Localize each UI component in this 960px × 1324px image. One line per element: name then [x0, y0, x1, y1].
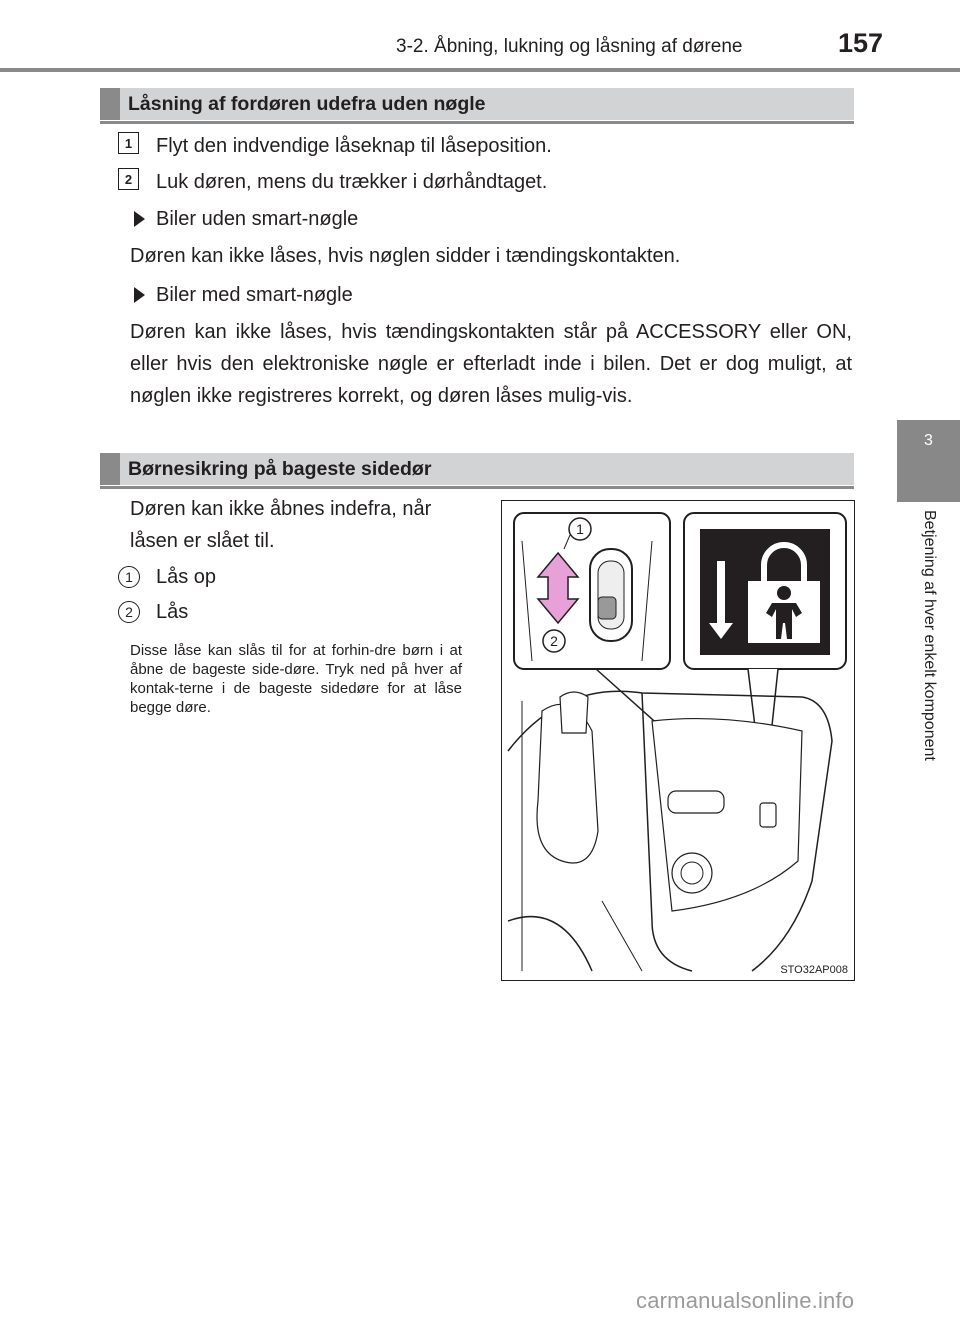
paragraph-no-smart-key: Døren kan ikke låses, hvis nøglen sidder i tændingskontakten.: [130, 245, 681, 267]
heading-rule: [100, 121, 854, 124]
figure-code: STO32AP008: [780, 964, 848, 976]
bullet-text: Biler med smart-nøgle: [156, 284, 353, 306]
bullet-no-smart-key: [134, 208, 358, 231]
triangle-bullet-icon: [134, 211, 145, 227]
item-text-lock: Lås: [156, 601, 189, 623]
heading-rule: [100, 486, 854, 489]
step-text-2: Luk døren, mens du trækker i dørhåndtaget.: [156, 171, 548, 193]
headrest: [560, 692, 588, 733]
heading-bar: [100, 453, 120, 485]
figure-callout-1-text: 1: [576, 521, 584, 537]
speaker: [672, 853, 712, 893]
door-illustration-svg: [502, 501, 855, 981]
child-lock-note: Disse låse kan slås til for at forhin-dre børn i at åbne de bageste side-døre. Tryk ned på hver af kontak-terne i de bageste sidedøre for at låse begge døre.: [130, 642, 462, 716]
section-heading-front-door-lock: [100, 88, 854, 120]
page-number: 157: [838, 28, 884, 58]
child-lock-switch: [760, 803, 776, 827]
figure-callout-2-text: 2: [550, 633, 558, 649]
child-lock-illustration: [501, 500, 855, 981]
step-text-1: Flyt den indvendige låseknap til låseposition.: [156, 135, 552, 157]
child-lock-intro-line-2: låsen er slået til.: [130, 530, 275, 552]
lever-knob: [598, 597, 616, 619]
chapter-tab: [897, 420, 960, 502]
item-text-unlock: Lås op: [156, 566, 217, 588]
door-handle: [668, 791, 724, 813]
section-heading-text: Låsning af fordøren udefra uden nøgle: [128, 92, 486, 115]
callout-number-2: 2: [118, 601, 140, 623]
step-badge-2: 2: [118, 168, 139, 190]
header-divider: [0, 68, 960, 72]
callout-number-1: 1: [118, 566, 140, 588]
chapter-side-label: Betjening af hver enkelt komponent: [921, 510, 938, 761]
heading-bar: [100, 88, 120, 120]
section-heading-text: Børnesikring på bageste sidedør: [128, 457, 432, 480]
chapter-header-title: 3-2. Åbning, lukning og låsning af dørene: [396, 36, 743, 57]
watermark: carmanualsonline.info: [636, 1288, 855, 1313]
child-lock-intro-line-1: Døren kan ikke åbnes indefra, når: [130, 498, 432, 520]
chapter-number: 3: [924, 432, 933, 449]
bullet-smart-key: [134, 284, 353, 307]
bullet-text: Biler uden smart-nøgle: [156, 208, 359, 230]
child-head: [777, 586, 791, 600]
section-heading-child-lock: [100, 453, 854, 485]
step-badge-1: 1: [118, 132, 139, 154]
triangle-bullet-icon: [134, 287, 145, 303]
wheel-arch: [508, 917, 592, 971]
paragraph-smart-key: Døren kan ikke låses, hvis tændingskontakten står på ACCESSORY eller ON, eller hvis den elektroniske nøgle er efterladt inde i bilen. Det er dog muligt, at nøglen ikke registreres korrekt, og døren låses mulig-vis.: [130, 321, 852, 407]
